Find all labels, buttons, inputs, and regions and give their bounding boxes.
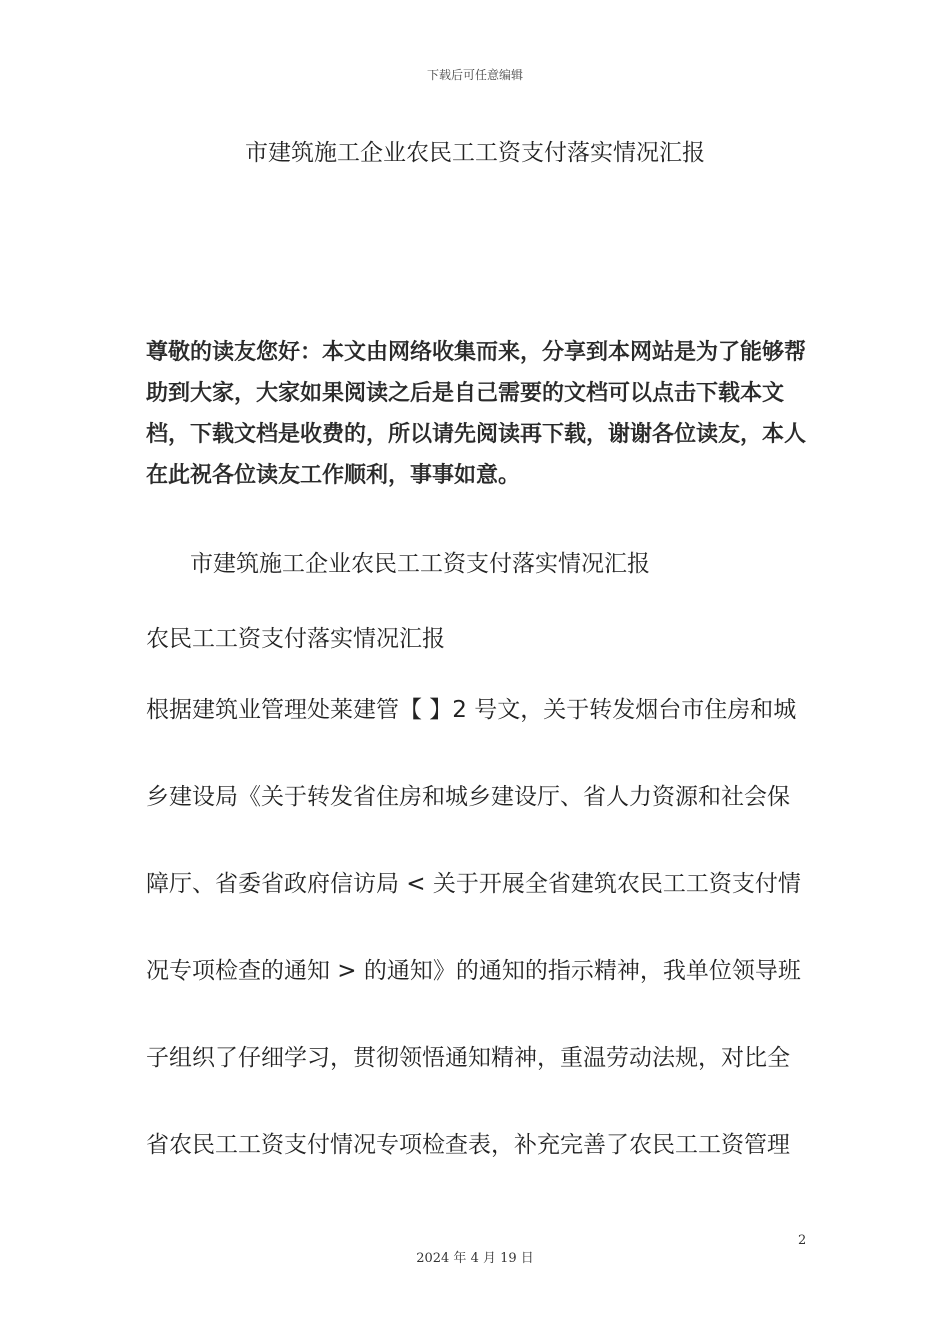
document-title: 市建筑施工企业农民工工资支付落实情况汇报 — [245, 140, 705, 166]
body-line: 乡建设局《关于转发省住房和城乡建设厅、省人力资源和社会保 — [146, 784, 790, 810]
body-heading-indented: 市建筑施工企业农民工工资支付落实情况汇报 — [190, 551, 650, 577]
footer-date: 2024 年 4 月 19 日 — [416, 1251, 534, 1266]
reader-notice: 尊敬的读友您好：本文由网络收集而来，分享到本网站是为了能够帮助到大家，大家如果阅读之后是自己需要的文档可以点击下载本文档，下载文档是收费的，所以请先阅读再下载，谢谢各位读友，本人在此祝各位读友工作顺利，事事如意。 — [146, 340, 807, 488]
body-heading: 农民工工资支付落实情况汇报 — [146, 626, 445, 652]
body-line: 子组织了仔细学习，贯彻领悟通知精神，重温劳动法规，对比全 — [146, 1045, 790, 1071]
body-paragraph — [146, 690, 808, 1212]
body-line: 况专项检查的通知 > 的通知》的通知的指示精神，我单位领导班 — [146, 958, 801, 984]
body-line: 省农民工工资支付情况专项检查表，补充完善了农民工工资管理 — [146, 1132, 790, 1158]
body-line: 障厅、省委省政府信访局 < 关于开展全省建筑农民工工资支付情 — [146, 871, 801, 897]
page-number: 2 — [798, 1233, 807, 1248]
body-line: 根据建筑业管理处莱建管【 】2 号文，关于转发烟台市住房和城 — [146, 697, 797, 723]
header-note: 下载后可任意编辑 — [426, 68, 523, 82]
